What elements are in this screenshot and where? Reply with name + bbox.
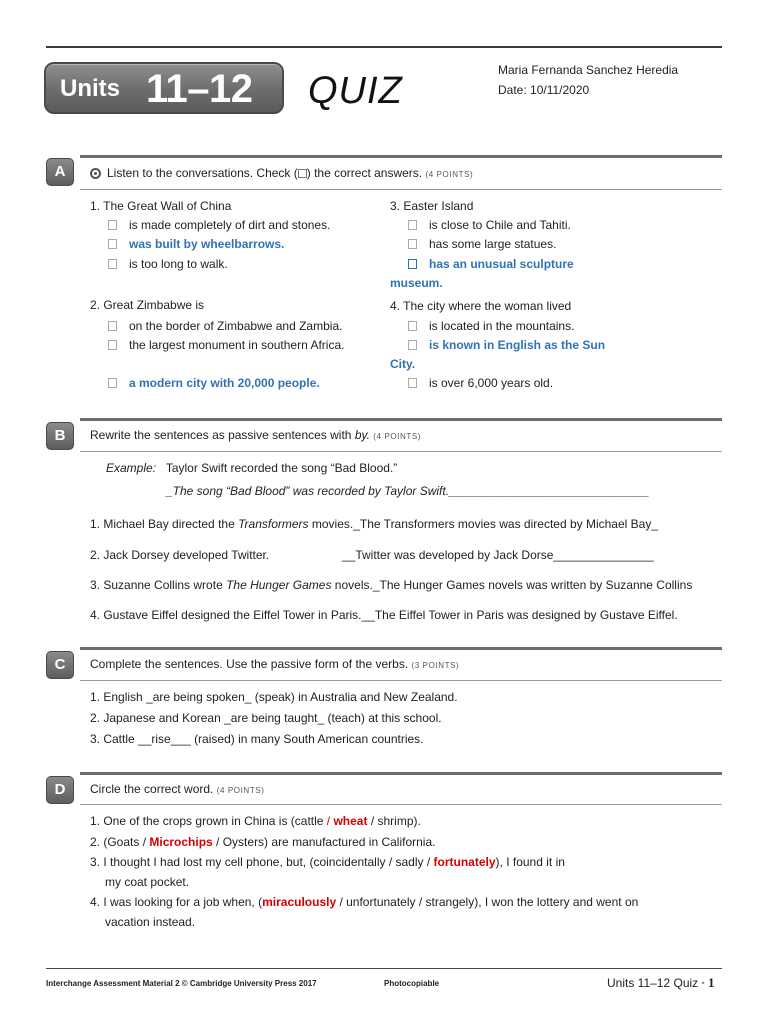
student-name: Maria Fernanda Sanchez Heredia [498,63,679,77]
units-badge [44,62,284,114]
section-d-points: (4 POINTS) [216,786,265,795]
d-sentence-3: 3. I thought I had lost my cell phone, but, (coincidentally / sadly / fortunately), I found it in [90,855,565,869]
section-a-rule [80,155,722,158]
section-c-divider [80,680,722,681]
example-sentence: Example: Taylor Swift recorded the song “Bad Blood.” [106,461,398,475]
units-number: 11–12 [146,67,253,111]
q3-title: 3. Easter Island [390,199,474,213]
q2-title: 2. Great Zimbabwe is [90,298,205,312]
checkbox-icon[interactable] [108,259,117,269]
b-answer-2: __Twitter was developed by Jack Dorse_______________ [342,548,654,562]
checkbox-icon[interactable] [408,340,417,350]
b-sentence-3: 3. Suzanne Collins wrote The Hunger Games novels._The Hunger Games novels was written by Suzanne Collins [90,578,693,592]
section-b-rule [80,418,722,421]
checkbox-icon[interactable] [408,378,417,388]
section-c-points: (3 POINTS) [411,661,460,670]
q3-option-3-cont: museum. [390,276,443,290]
c-sentence-2: 2. Japanese and Korean _are being taught_ (teach) at this school. [90,711,442,725]
section-a-instruction: Listen to the conversations. Check ( ) the correct answers. (4 POINTS) [90,166,473,180]
footer-photocopiable: Photocopiable [384,979,440,988]
checkbox-icon[interactable] [108,340,117,350]
q1-option-2-selected[interactable]: was built by wheelbarrows. [108,237,284,251]
b-sentence-2: 2. Jack Dorsey developed Twitter. [90,548,270,562]
top-rule [46,46,722,48]
q1-title: 1. The Great Wall of China [90,199,232,213]
footer-rule [46,968,722,969]
checkbox-icon[interactable] [108,239,117,249]
q4-option-1[interactable]: is located in the mountains. [408,319,574,333]
q2-option-2[interactable]: the largest monument in southern Africa. [108,338,344,352]
audio-cd-icon [90,168,101,179]
section-b-instruction: Rewrite the sentences as passive sentences with by. (4 POINTS) [90,428,422,442]
q4-title: 4. The city where the woman lived [390,299,572,313]
b-sentence-4: 4. Gustave Eiffel designed the Eiffel Tower in Paris.__The Eiffel Tower in Paris was designed by Gustave Eiffel. [90,608,678,622]
q2-option-1[interactable]: on the border of Zimbabwe and Zambia. [108,319,342,333]
section-a-divider [80,189,722,190]
q4-option-2-cont: City. [390,357,416,371]
section-d-badge: D [46,776,74,804]
checkbox-icon[interactable] [108,220,117,230]
page-number: 1 [708,975,715,990]
d1-answer: wheat [333,814,368,828]
c-sentence-3: 3. Cattle __rise___ (raised) in many South American countries. [90,732,424,746]
q4-option-2-selected[interactable]: is known in English as the Sun [408,338,605,352]
checkbox-icon[interactable] [108,321,117,331]
section-c-rule [80,647,722,650]
section-b-divider [80,451,722,452]
section-a-points: (4 POINTS) [425,170,474,179]
section-b-badge: B [46,422,74,450]
b-sentence-1: 1. Michael Bay directed the Transformers movies._The Transformers movies was directed by Michael Bay_ [90,517,658,531]
checkbox-icon[interactable] [408,259,417,269]
d-sentence-3-cont: my coat pocket. [105,875,190,889]
checkbox-icon[interactable] [408,220,417,230]
quiz-date: Date: 10/11/2020 [498,83,590,97]
section-c-badge: C [46,651,74,679]
footer-page-label: Units 11–12 Quiz • 1 [607,975,715,990]
checkbox-glyph-icon [298,169,307,178]
q1-option-3[interactable]: is too long to walk. [108,257,228,271]
d-sentence-2: 2. (Goats / Microchips / Oysters) are manufactured in California. [90,835,436,849]
d-sentence-4-cont: vacation instead. [105,915,196,929]
q3-option-1[interactable]: is close to Chile and Tahiti. [408,218,571,232]
section-a-badge: A [46,158,74,186]
q4-option-3[interactable]: is over 6,000 years old. [408,376,553,390]
footer-copyright: Interchange Assessment Material 2 © Cambridge University Press 2017 [46,979,317,988]
d-sentence-1: 1. One of the crops grown in China is (cattle / wheat / shrimp). [90,814,421,828]
checkbox-icon[interactable] [408,239,417,249]
q1-option-1[interactable]: is made completely of dirt and stones. [108,218,330,232]
d3-answer: fortunately [433,855,496,869]
bullet-icon: • [701,978,705,988]
section-d-divider [80,804,722,805]
d2-answer: Microchips [149,835,213,849]
student-info [498,60,678,100]
section-d-rule [80,772,722,775]
checkbox-icon[interactable] [408,321,417,331]
q3-option-2[interactable]: has some large statues. [408,237,556,251]
section-c-instruction: Complete the sentences. Use the passive form of the verbs. (3 POINTS) [90,657,460,671]
quiz-title: QUIZ [308,70,403,112]
units-word: Units [60,75,120,102]
example-answer: _The song “Bad Blood” was recorded by Taylor Swift.______________________________ [166,484,650,498]
checkbox-icon[interactable] [108,378,117,388]
q3-option-3-selected[interactable]: has an unusual sculpture [408,257,574,271]
section-b-points: (4 POINTS) [373,432,422,441]
c-sentence-1: 1. English _are being spoken_ (speak) in Australia and New Zealand. [90,690,458,704]
q2-option-3-selected[interactable]: a modern city with 20,000 people. [108,376,320,390]
d-sentence-4: 4. I was looking for a job when, (miraculously / unfortunately / strangely), I won the lottery and went on [90,895,639,909]
section-d-instruction: Circle the correct word. (4 POINTS) [90,782,265,796]
d4-answer: miraculously [262,895,337,909]
